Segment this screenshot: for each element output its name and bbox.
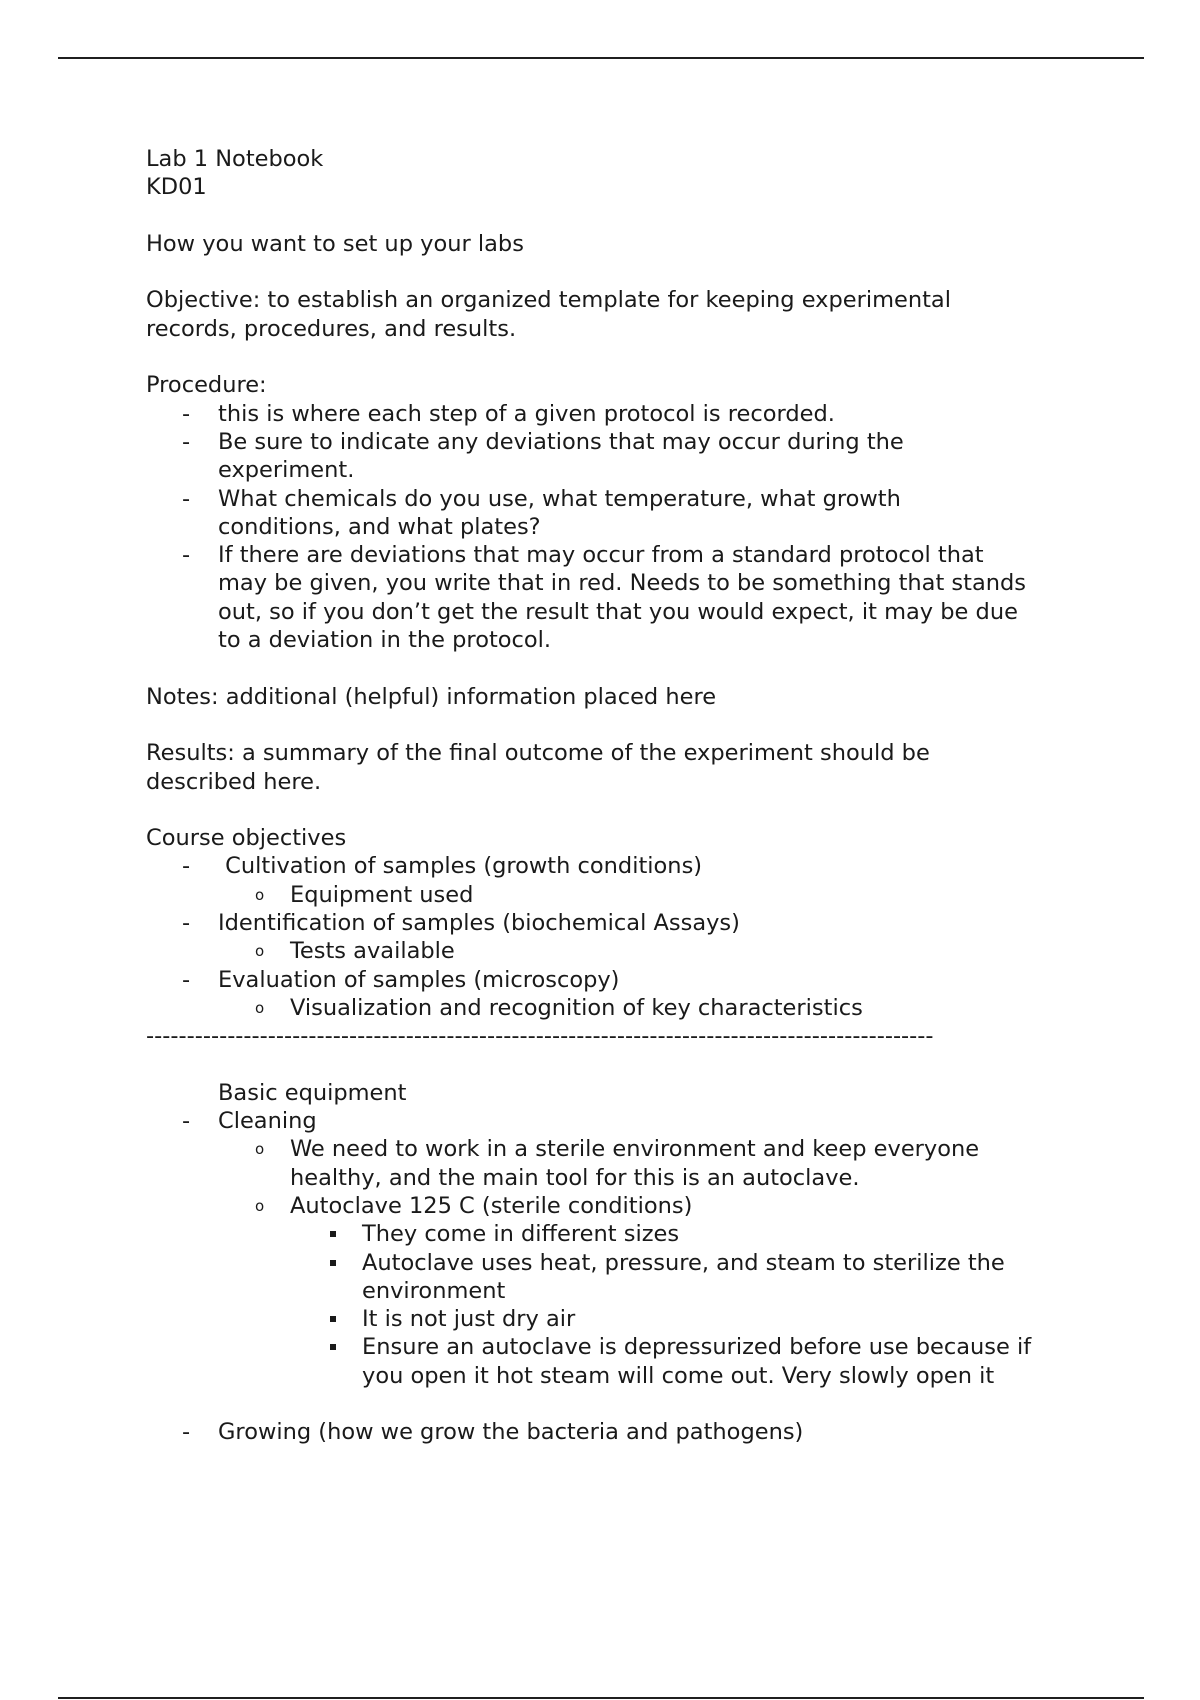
square-bullet-icon bbox=[330, 1316, 336, 1322]
autoclave-point: They come in different sizes bbox=[146, 1220, 1146, 1248]
dash-marker: - bbox=[182, 485, 191, 512]
growing-item: - Growing (how we grow the bacteria and pathogens) bbox=[182, 1419, 804, 1446]
cleaning-item: - Cleaning bbox=[182, 1108, 317, 1135]
circle-marker: o bbox=[255, 942, 265, 961]
objective-line: records, procedures, and results. bbox=[146, 315, 517, 342]
top-rule bbox=[58, 57, 1144, 59]
course-subitem: o Tests available bbox=[255, 938, 455, 965]
dash-marker: - bbox=[182, 1108, 191, 1135]
course-heading: Course objectives bbox=[146, 825, 347, 852]
separator-line: ------------------------------------------------------------------------------------------------- bbox=[146, 1023, 934, 1050]
dash-marker: - bbox=[182, 542, 191, 569]
dash-marker: - bbox=[182, 910, 191, 937]
course-item: - Evaluation of samples (microscopy) bbox=[182, 966, 620, 993]
procedure-bullet: - If there are deviations that may occur from a standard protocol that may be given, you write that in red. Needs to be something that stands out, so if you don’t get the result that you would expect, it may be due to a deviation in the protocol. bbox=[182, 542, 1027, 654]
dash-marker: - bbox=[182, 428, 191, 455]
course-subitem: o Visualization and recognition of key characteristics bbox=[255, 994, 863, 1021]
square-bullet-icon bbox=[330, 1231, 336, 1237]
dash-marker: - bbox=[182, 966, 191, 993]
course-item: - Identification of samples (biochemical Assays) bbox=[182, 910, 740, 937]
dash-marker: - bbox=[182, 853, 191, 880]
notes-line: Notes: additional (helpful) information placed here bbox=[146, 683, 717, 710]
circle-marker: o bbox=[255, 998, 265, 1017]
circle-marker: o bbox=[255, 1140, 265, 1159]
course-item: - Cultivation of samples (growth conditions) bbox=[182, 853, 703, 880]
bottom-rule bbox=[58, 1697, 1144, 1699]
square-bullet-icon bbox=[330, 1260, 336, 1266]
procedure-bullet: - this is where each step of a given protocol is recorded. bbox=[182, 400, 835, 427]
notebook-page bbox=[146, 145, 1146, 1447]
results-line: described here. bbox=[146, 768, 322, 795]
autoclave-point: Ensure an autoclave is depressurized before use because if you open it hot steam will come out. Very slowly open it bbox=[146, 1333, 1146, 1390]
circle-marker: o bbox=[255, 1196, 265, 1215]
equipment-heading: Basic equipment bbox=[218, 1079, 407, 1106]
procedure-heading: Procedure: bbox=[146, 372, 267, 399]
doc-title: Lab 1 Notebook bbox=[146, 146, 324, 172]
autoclave-point: It is not just dry air bbox=[146, 1305, 1146, 1333]
cleaning-subitem: o Autoclave 125 C (sterile conditions) bbox=[255, 1192, 693, 1219]
circle-marker: o bbox=[255, 885, 265, 904]
setup-heading: How you want to set up your labs bbox=[146, 230, 524, 257]
square-bullet-icon bbox=[330, 1344, 336, 1350]
autoclave-point: Autoclave uses heat, pressure, and steam to sterilize the environment bbox=[146, 1249, 1146, 1306]
results-line: Results: a summary of the final outcome of the experiment should be bbox=[146, 740, 930, 767]
objective-line: Objective: to establish an organized template for keeping experimental bbox=[146, 287, 951, 314]
procedure-bullet: - What chemicals do you use, what temperature, what growth conditions, and what plates? bbox=[182, 485, 901, 540]
course-subitem: o Equipment used bbox=[255, 881, 474, 908]
dash-marker: - bbox=[182, 400, 191, 427]
cleaning-subitem: o We need to work in a sterile environment and keep everyone healthy, and the main tool for this is an autoclave. bbox=[255, 1136, 980, 1191]
dash-marker: - bbox=[182, 1419, 191, 1446]
doc-code: KD01 bbox=[146, 174, 207, 201]
procedure-bullet: - Be sure to indicate any deviations that may occur during the experiment. bbox=[182, 428, 904, 484]
